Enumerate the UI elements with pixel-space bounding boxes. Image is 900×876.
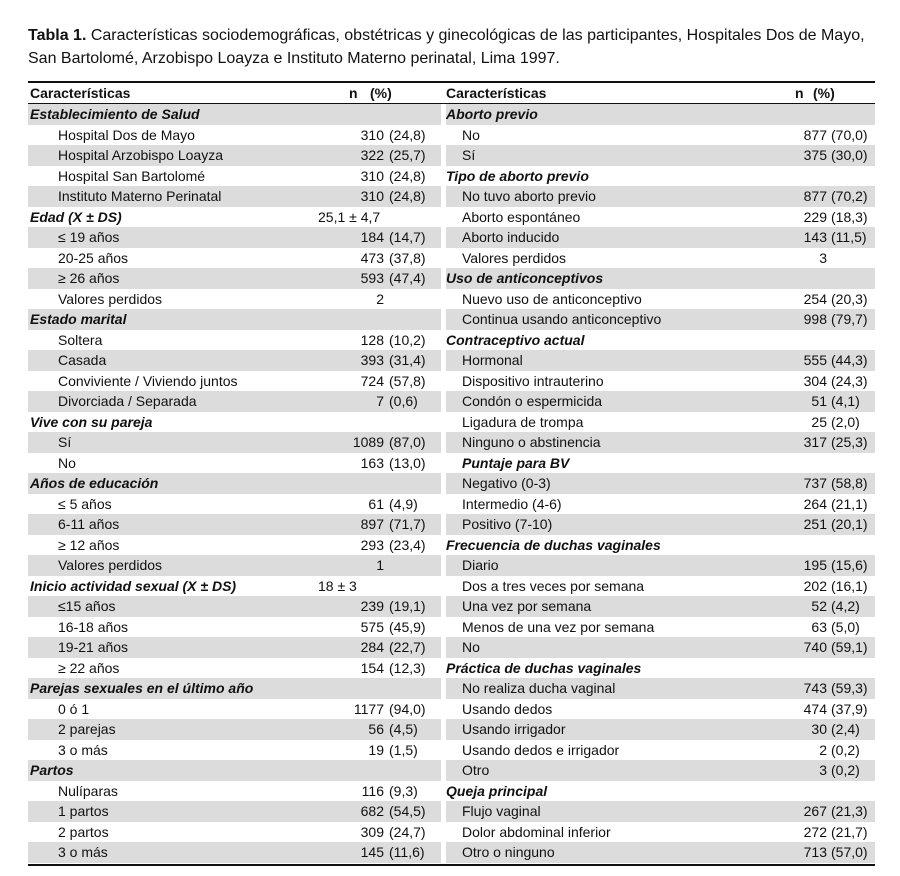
table-row xyxy=(446,719,875,740)
count-cell: 743 xyxy=(803,680,827,696)
percent-cell: (2,0) xyxy=(831,413,860,430)
percent-cell: (4,9) xyxy=(389,495,418,512)
section-label: Establecimiento de Salud xyxy=(30,106,200,122)
count-cell: 317 xyxy=(803,434,827,450)
count-cell: 877 xyxy=(803,126,827,143)
table-row xyxy=(28,145,441,166)
percent-cell: (25,7) xyxy=(389,147,426,163)
percent-cell: (21,1) xyxy=(831,495,868,512)
percent-cell: (24,8) xyxy=(389,126,426,143)
count-cell: 593 xyxy=(360,270,384,286)
right-column xyxy=(446,104,875,863)
table-row xyxy=(28,186,441,207)
count-cell: 30 xyxy=(811,721,827,737)
table-row xyxy=(446,391,875,412)
section-row xyxy=(28,473,441,494)
table-row xyxy=(446,637,875,658)
count-cell: 184 xyxy=(360,229,384,245)
percent-cell: (22,7) xyxy=(389,639,426,655)
section-label: Edad (X ± DS) xyxy=(30,208,122,225)
row-label: Continua usando anticonceptivo xyxy=(462,311,662,327)
table-row xyxy=(446,596,875,617)
percent-cell: (44,3) xyxy=(831,352,868,368)
section-row xyxy=(28,207,441,228)
count-cell: 322 xyxy=(360,147,384,163)
row-label: 2 partos xyxy=(58,823,109,840)
percent-cell: (47,4) xyxy=(389,270,426,286)
table-row xyxy=(28,350,441,371)
row-label: 0 ó 1 xyxy=(58,700,90,717)
count-cell: 202 xyxy=(803,577,827,594)
percent-cell: (59,1) xyxy=(831,639,868,655)
row-label: Soltera xyxy=(58,331,103,348)
table-row xyxy=(28,494,441,515)
count-cell: 575 xyxy=(360,618,384,635)
count-cell: 163 xyxy=(360,454,384,471)
table-row xyxy=(446,309,875,330)
table-row xyxy=(446,514,875,535)
row-label: Usando dedos xyxy=(462,700,553,717)
count-cell: 195 xyxy=(803,557,827,573)
row-label: 19-21 años xyxy=(58,639,129,655)
row-label: Menos de una vez por semana xyxy=(462,618,655,635)
percent-cell: (24,8) xyxy=(389,188,426,204)
table-row xyxy=(28,166,441,187)
table-row xyxy=(446,555,875,576)
percent-cell: (0,2) xyxy=(831,762,860,778)
row-label: No realiza ducha vaginal xyxy=(462,680,616,696)
row-label: Ligadura de trompa xyxy=(462,413,584,430)
percent-cell: (94,0) xyxy=(389,700,426,717)
header-right-pct: (%) xyxy=(813,85,835,101)
row-label: Hormonal xyxy=(462,352,523,368)
count-cell: 116 xyxy=(361,782,384,799)
section-row xyxy=(446,268,875,289)
count-cell: 264 xyxy=(803,495,827,512)
table-row xyxy=(446,248,875,269)
row-label: Valores perdidos xyxy=(462,249,567,266)
table-row xyxy=(446,227,875,248)
count-cell: 1089 xyxy=(352,434,384,450)
section-row xyxy=(446,781,875,802)
count-cell: 724 xyxy=(360,372,384,389)
count-cell: 310 xyxy=(360,167,384,184)
percent-cell: (4,5) xyxy=(389,721,418,737)
percent-cell: (70,2) xyxy=(831,188,868,204)
row-label: No tuvo aborto previo xyxy=(462,188,596,204)
row-label: ≤ 19 años xyxy=(58,229,120,245)
percent-cell: (10,2) xyxy=(389,331,426,348)
count-cell: 51 xyxy=(811,393,827,409)
row-label: Sí xyxy=(58,434,72,450)
section-row xyxy=(446,658,875,679)
count-cell: 2 xyxy=(819,741,827,758)
caption-label: Tabla 1. xyxy=(28,27,87,44)
section-row xyxy=(28,309,441,330)
percent-cell: (18,3) xyxy=(831,208,868,225)
row-label: Otro xyxy=(462,762,490,778)
count-cell: 682 xyxy=(360,803,384,819)
percent-cell: (45,9) xyxy=(389,618,426,635)
percent-cell: (12,3) xyxy=(389,659,426,676)
percent-cell: (87,0) xyxy=(389,434,426,450)
table-row xyxy=(28,330,441,351)
count-cell: 154 xyxy=(360,659,384,676)
percent-cell: (24,8) xyxy=(389,167,426,184)
table-row xyxy=(28,658,441,679)
table-row xyxy=(28,637,441,658)
table-row xyxy=(28,514,441,535)
section-row xyxy=(28,678,441,699)
count-cell: 128 xyxy=(360,331,384,348)
percent-cell: (57,8) xyxy=(389,372,426,389)
row-label: Usando irrigador xyxy=(462,721,566,737)
table-row xyxy=(446,350,875,371)
percent-cell: (37,8) xyxy=(389,249,426,266)
section-label: Contraceptivo actual xyxy=(446,331,585,348)
table-row xyxy=(28,740,441,761)
section-row xyxy=(446,453,875,474)
count-cell: 284 xyxy=(360,639,384,655)
section-label: Partos xyxy=(30,762,74,778)
count-cell: 304 xyxy=(803,372,827,389)
row-label: Dos a tres veces por semana xyxy=(462,577,645,594)
row-label: ≥ 22 años xyxy=(58,659,120,676)
count-cell: 25 xyxy=(811,413,827,430)
count-cell: 272 xyxy=(803,823,827,840)
section-label: Frecuencia de duchas vaginales xyxy=(446,536,661,553)
table-body xyxy=(28,104,875,864)
row-label: 3 o más xyxy=(58,844,108,860)
table-row xyxy=(28,719,441,740)
count-cell: 555 xyxy=(803,352,827,368)
table-row xyxy=(446,125,875,146)
count-cell: 229 xyxy=(803,208,827,225)
percent-cell: (16,1) xyxy=(831,577,868,594)
table-row xyxy=(446,145,875,166)
count-cell: 310 xyxy=(360,126,384,143)
count-cell: 473 xyxy=(360,249,384,266)
header-right-label: Características xyxy=(446,85,547,101)
percent-cell: (20,1) xyxy=(831,516,868,532)
row-label: Intermedio (4-6) xyxy=(462,495,562,512)
percent-cell: (58,8) xyxy=(831,475,868,491)
table-row xyxy=(446,186,875,207)
percent-cell: (20,3) xyxy=(831,290,868,307)
section-row xyxy=(446,166,875,187)
table-row xyxy=(28,699,441,720)
row-label: Una vez por semana xyxy=(462,598,592,614)
table-row xyxy=(28,842,441,863)
section-label: Uso de anticonceptivos xyxy=(446,270,604,286)
header-left-n: n xyxy=(349,85,358,101)
left-column xyxy=(28,104,441,863)
row-label: Ninguno o abstinencia xyxy=(462,434,601,450)
count-cell: 145 xyxy=(360,844,384,860)
count-cell: 2 xyxy=(376,290,384,307)
section-row xyxy=(28,104,441,125)
table-row xyxy=(28,617,441,638)
row-label: No xyxy=(58,454,76,471)
percent-cell: (23,4) xyxy=(389,536,426,553)
percent-cell: (54,5) xyxy=(389,803,426,819)
percent-cell: (21,7) xyxy=(831,823,868,840)
row-label: Hospital Arzobispo Loayza xyxy=(58,147,223,163)
table-row xyxy=(28,822,441,843)
count-cell: 254 xyxy=(803,290,827,307)
percent-cell: (19,1) xyxy=(389,598,426,614)
caption-text: Características sociodemográficas, obstétricas y ginecológicas de las participantes, Hospitales Dos de Mayo, San Bartolomé, Arzobispo Loayza e Instituto Materno perinatal, Lima 1997. xyxy=(28,27,865,67)
percent-cell: (0,6) xyxy=(389,393,418,409)
count-cell: 309 xyxy=(360,823,384,840)
row-label: Aborto inducido xyxy=(462,229,560,245)
count-cell: 52 xyxy=(811,598,827,614)
table-row xyxy=(28,391,441,412)
count-cell: 25,1 ± 4,7 xyxy=(318,208,381,225)
row-label: Condón o espermicida xyxy=(462,393,603,409)
table-row xyxy=(28,227,441,248)
row-label: 2 parejas xyxy=(58,721,116,737)
section-row xyxy=(446,330,875,351)
count-cell: 143 xyxy=(803,229,827,245)
percent-cell: (25,3) xyxy=(831,434,868,450)
count-cell: 740 xyxy=(803,639,827,655)
table-row xyxy=(446,801,875,822)
table-row xyxy=(446,432,875,453)
count-cell: 474 xyxy=(803,700,827,717)
row-label: Negativo (0-3) xyxy=(462,475,551,491)
table-row xyxy=(446,289,875,310)
count-cell: 713 xyxy=(803,844,827,860)
row-label: Divorciada / Separada xyxy=(58,393,197,409)
count-cell: 239 xyxy=(360,598,384,614)
percent-cell: (9,3) xyxy=(389,782,418,799)
section-label: Tipo de aborto previo xyxy=(446,167,589,184)
count-cell: 897 xyxy=(360,516,384,532)
percent-cell: (70,0) xyxy=(831,126,868,143)
percent-cell: (21,3) xyxy=(831,803,868,819)
percent-cell: (57,0) xyxy=(831,844,868,860)
row-label: Valores perdidos xyxy=(58,290,163,307)
section-label: Estado marital xyxy=(30,311,127,327)
section-row xyxy=(446,535,875,556)
table-header xyxy=(28,83,875,104)
table-row xyxy=(446,207,875,228)
count-cell: 1177 xyxy=(353,700,384,717)
row-label: Conviviente / Viviendo juntos xyxy=(58,372,238,389)
count-cell: 56 xyxy=(368,721,384,737)
table-row xyxy=(28,268,441,289)
row-label: Aborto espontáneo xyxy=(462,208,581,225)
section-label: Parejas sexuales en el último año xyxy=(30,680,254,696)
percent-cell: (30,0) xyxy=(831,147,868,163)
percent-cell: (0,2) xyxy=(831,741,860,758)
percent-cell: (24,3) xyxy=(831,372,868,389)
section-row xyxy=(28,412,441,433)
percent-cell: (14,7) xyxy=(389,229,426,245)
row-label: ≥ 26 años xyxy=(58,270,120,286)
table-row xyxy=(28,289,441,310)
table-row xyxy=(446,842,875,863)
table-row xyxy=(446,576,875,597)
row-label: Flujo vaginal xyxy=(462,803,541,819)
count-cell: 375 xyxy=(803,147,827,163)
row-label: 6-11 años xyxy=(58,516,120,532)
count-cell: 393 xyxy=(360,352,384,368)
count-cell: 3 xyxy=(819,762,827,778)
table-row xyxy=(28,125,441,146)
count-cell: 3 xyxy=(819,249,827,266)
table-row xyxy=(28,781,441,802)
table-row xyxy=(446,473,875,494)
table-row xyxy=(446,371,875,392)
row-label: ≤15 años xyxy=(58,598,116,614)
row-label: Hospital San Bartolomé xyxy=(58,167,206,184)
table-row xyxy=(446,822,875,843)
table-row xyxy=(28,432,441,453)
percent-cell: (79,7) xyxy=(831,311,868,327)
section-label: Queja principal xyxy=(446,782,548,799)
section-label: Aborto previo xyxy=(446,106,538,122)
row-label: Dispositivo intrauterino xyxy=(462,372,604,389)
table-row xyxy=(28,555,441,576)
row-label: Instituto Materno Perinatal xyxy=(58,188,222,204)
count-cell: 61 xyxy=(368,495,384,512)
percent-cell: (5,0) xyxy=(831,618,860,635)
percent-cell: (4,2) xyxy=(831,598,860,614)
count-cell: 18 ± 3 xyxy=(318,577,357,594)
row-label: Usando dedos e irrigador xyxy=(462,741,620,758)
header-right-n: n xyxy=(795,85,804,101)
table-row xyxy=(446,617,875,638)
count-cell: 19 xyxy=(368,741,384,758)
table-row xyxy=(446,678,875,699)
percent-cell: (59,3) xyxy=(831,680,868,696)
row-label: No xyxy=(462,639,480,655)
table-row xyxy=(28,801,441,822)
percent-cell: (15,6) xyxy=(831,557,868,573)
table-row xyxy=(446,740,875,761)
data-table xyxy=(28,81,875,866)
table-row xyxy=(446,760,875,781)
percent-cell: (13,0) xyxy=(389,454,426,471)
percent-cell: (31,4) xyxy=(389,352,426,368)
row-label: Otro o ninguno xyxy=(462,844,555,860)
count-cell: 267 xyxy=(803,803,827,819)
table-caption xyxy=(28,24,880,70)
row-label: No xyxy=(462,126,480,143)
count-cell: 251 xyxy=(803,516,827,532)
row-label: Nulíparas xyxy=(58,782,118,799)
count-cell: 1 xyxy=(376,557,384,573)
row-label: ≤ 5 años xyxy=(58,495,112,512)
section-label: Vive con su pareja xyxy=(30,413,153,430)
section-label: Años de educación xyxy=(30,475,159,491)
count-cell: 7 xyxy=(376,393,384,409)
percent-cell: (4,1) xyxy=(831,393,860,409)
count-cell: 877 xyxy=(803,188,827,204)
percent-cell: (71,7) xyxy=(389,516,426,532)
count-cell: 293 xyxy=(360,536,384,553)
count-cell: 310 xyxy=(360,188,384,204)
row-label: Sí xyxy=(462,147,476,163)
row-label: Hospital Dos de Mayo xyxy=(58,126,195,143)
section-row xyxy=(28,576,441,597)
percent-cell: (11,5) xyxy=(831,229,867,245)
percent-cell: (1,5) xyxy=(389,741,418,758)
percent-cell: (24,7) xyxy=(389,823,426,840)
count-cell: 998 xyxy=(803,311,827,327)
row-label: Positivo (7-10) xyxy=(462,516,553,532)
row-label: Diario xyxy=(462,557,499,573)
section-row xyxy=(446,104,875,125)
row-label: Valores perdidos xyxy=(58,557,163,573)
count-cell: 737 xyxy=(803,475,827,491)
row-label: 20-25 años xyxy=(58,249,129,266)
header-left-label: Características xyxy=(30,85,131,101)
section-row xyxy=(28,760,441,781)
percent-cell: (2,4) xyxy=(831,721,860,737)
section-label: Práctica de duchas vaginales xyxy=(446,659,642,676)
section-label: Puntaje para BV xyxy=(462,454,570,471)
table-row xyxy=(28,371,441,392)
row-label: 3 o más xyxy=(58,741,108,758)
table-row xyxy=(446,494,875,515)
section-label: Inicio actividad sexual (X ± DS) xyxy=(30,577,237,594)
table-row xyxy=(28,596,441,617)
row-label: Casada xyxy=(58,352,107,368)
table-row xyxy=(28,248,441,269)
percent-cell: (37,9) xyxy=(831,700,868,717)
row-label: ≥ 12 años xyxy=(58,536,120,553)
table-row xyxy=(446,699,875,720)
row-label: Nuevo uso de anticonceptivo xyxy=(462,290,642,307)
table-row xyxy=(28,535,441,556)
count-cell: 63 xyxy=(811,618,827,635)
percent-cell: (11,6) xyxy=(389,844,425,860)
table-row xyxy=(28,453,441,474)
row-label: Dolor abdominal inferior xyxy=(462,823,611,840)
header-left-pct: (%) xyxy=(370,85,392,101)
row-label: 16-18 años xyxy=(58,618,129,635)
table-row xyxy=(446,412,875,433)
row-label: 1 partos xyxy=(58,803,109,819)
